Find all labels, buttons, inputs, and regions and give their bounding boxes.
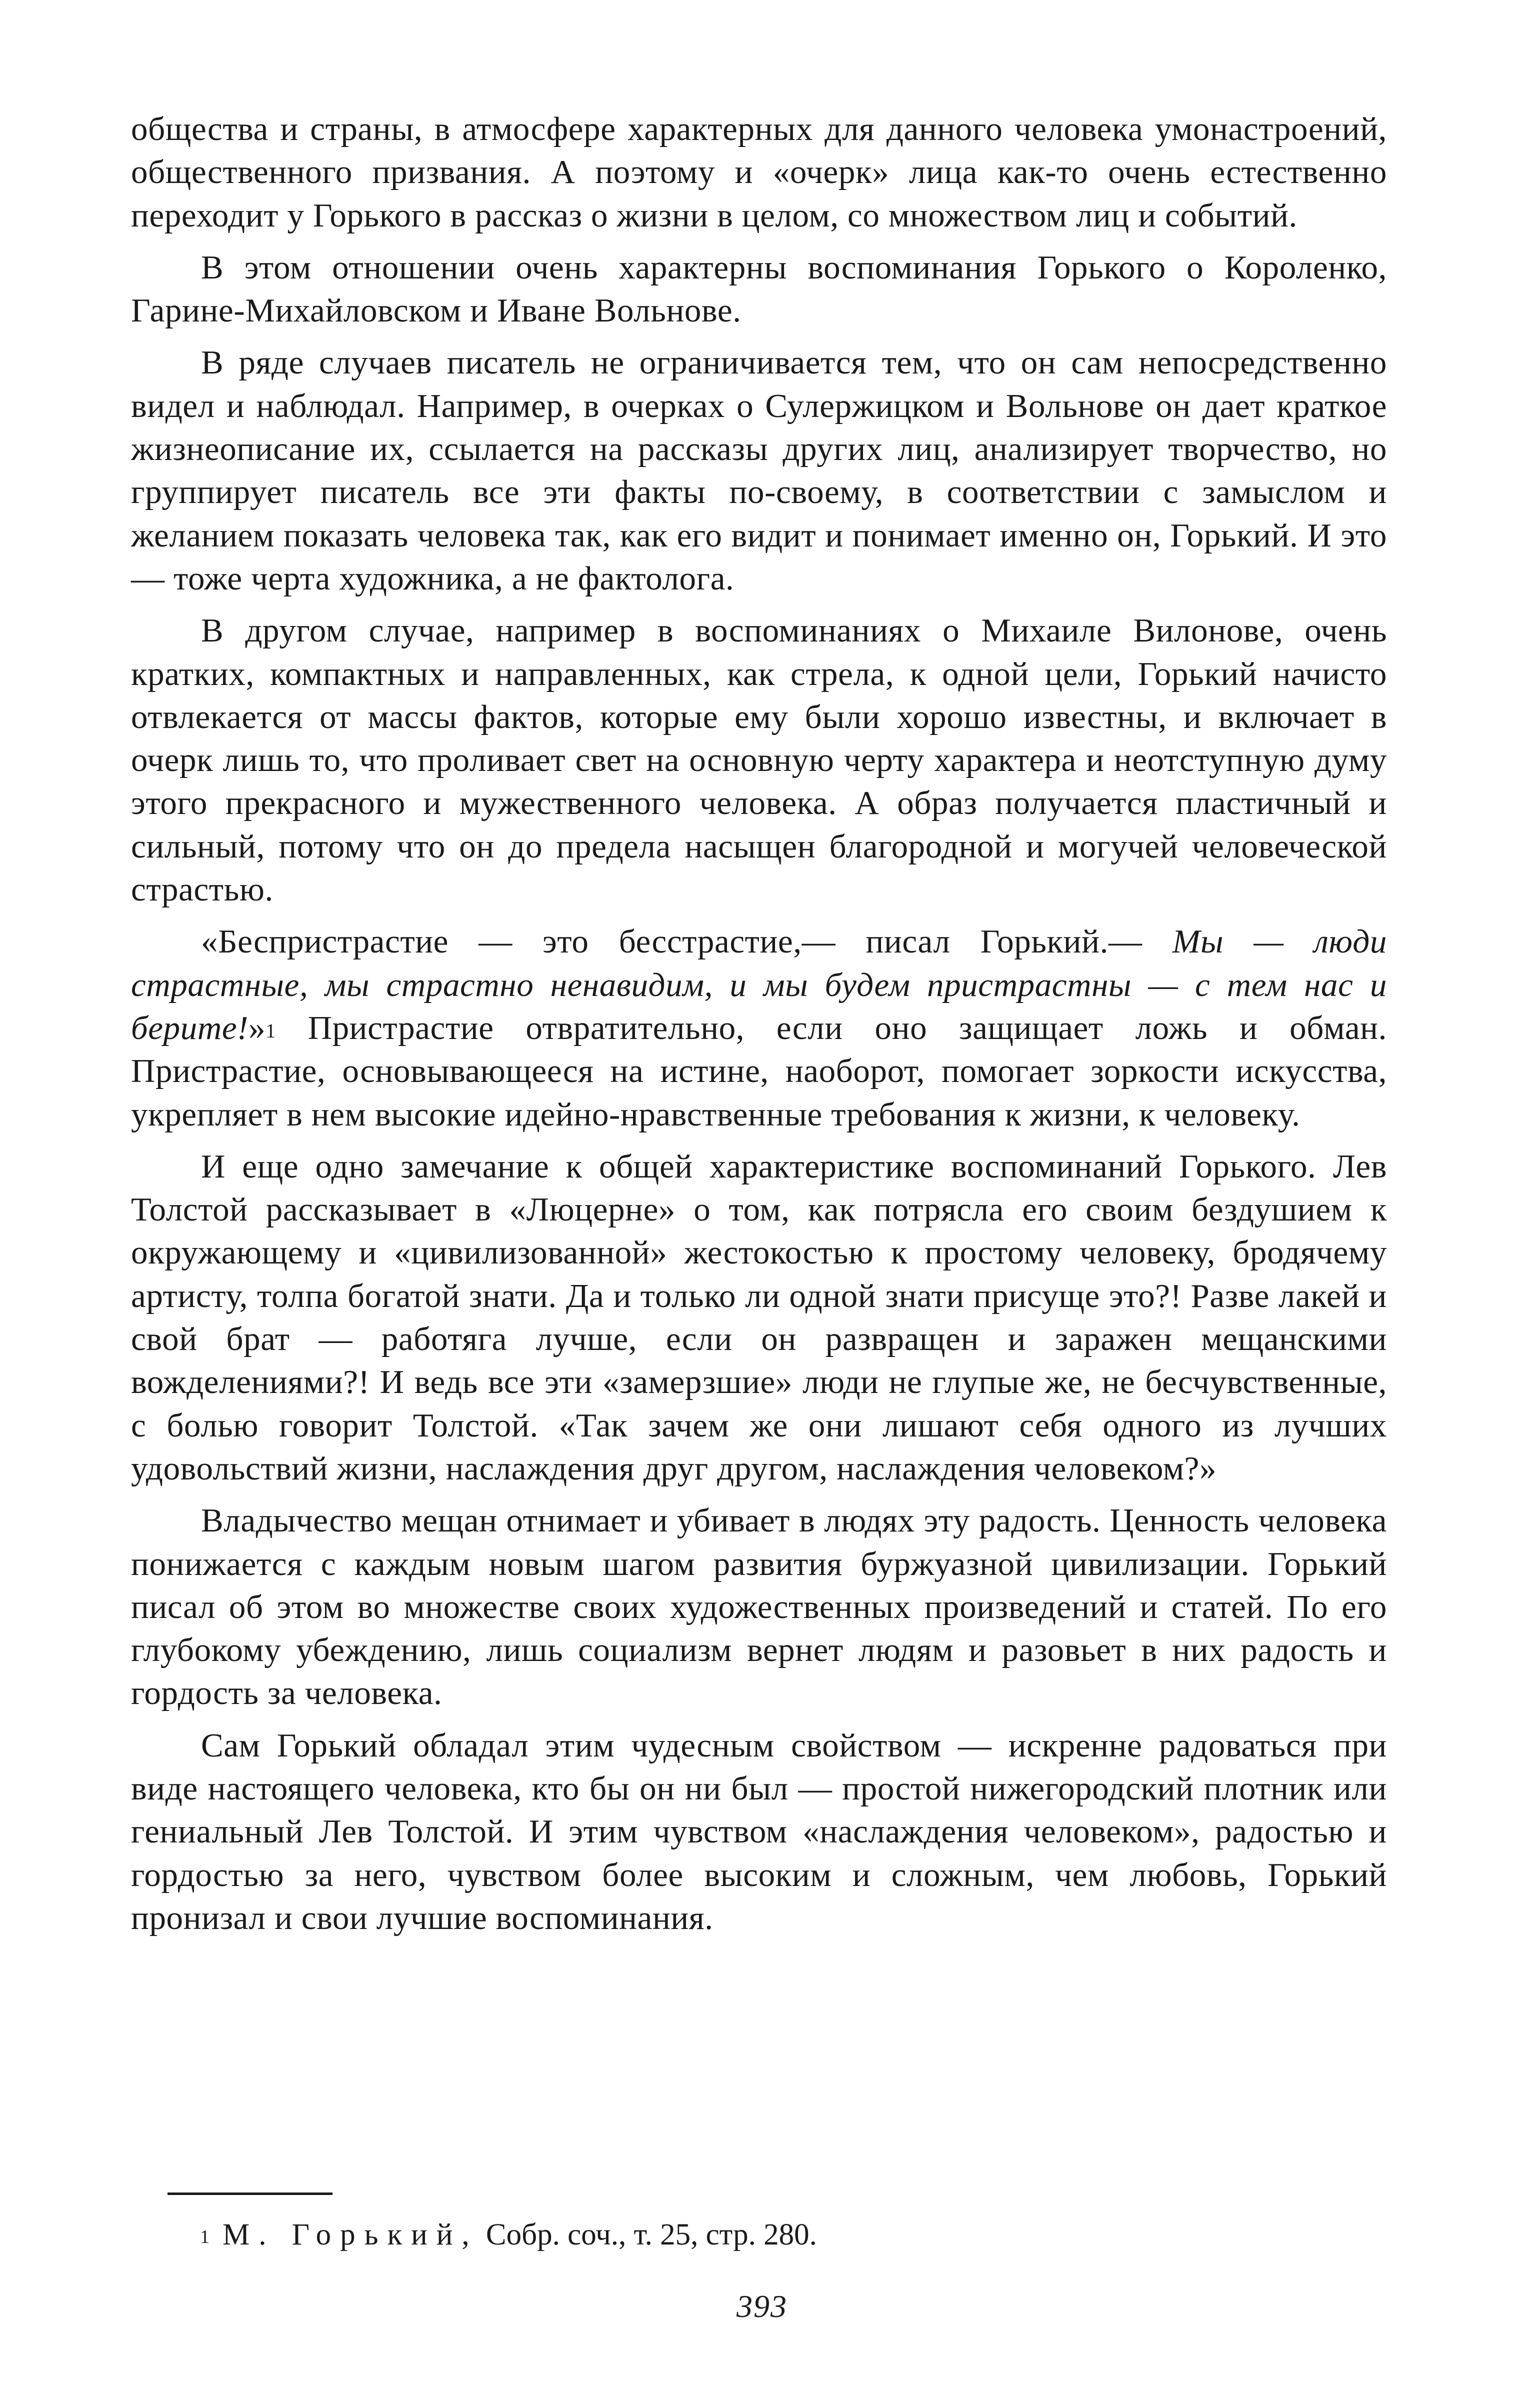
main-text (131, 108, 1387, 1948)
footnote-marker: 1 (200, 2226, 210, 2248)
quote-continuation: Пристрастие отвратительно, если оно защищает ложь и обман. Пристрастие, основывающееся на истине, наоборот, помогает зоркости искусства, укрепляет в нем высокие идейно-нравственные требования к жизни, к человеку. (131, 1009, 1387, 1133)
paragraph-gorky-quote (131, 920, 1387, 1136)
page-number: 393 (736, 2288, 788, 2324)
footnote-divider (168, 2192, 332, 2195)
paragraph: Владычество мещан отнимает и убивает в людях эту радость. Ценность человека понижается с каждым новым шагом развития буржуазной цивилизации. Горький писал об этом во множестве своих художественных произведений и статей. По его глубокому убеждению, лишь социализм вернет людям и разовьет в них радость и гордость за человека. (131, 1502, 1387, 1712)
paragraph: В ряде случаев писатель не ограничивается тем, что он сам непосредственно видел и наблюдал. Например, в очерках о Сулержицком и Вольнове он дает краткое жизнеописание их, ссылается на рассказы других лиц, анализирует творчество, но группирует писатель все эти факты по-своему, в соответствии с замыслом и желанием показать человека так, как его видит и понимает именно он, Горький. И это — тоже черта художника, а не фактолога. (131, 344, 1387, 597)
paragraph: В другом случае, например в воспоминаниях о Михаиле Вилонове, очень кратких, компактных и направленных, как стрела, к одной цели, Горький начисто отвлекается от массы фактов, которые ему были хорошо известны, и включает в очерк лишь то, что проливает свет на основную черту характера и неотступную думу этого прекрасного и мужественного человека. А образ получается пластичный и сильный, потому что он до предела насыщен благородной и могучей человеческой страстью. (131, 612, 1387, 908)
quote-intro: «Беспристрастие — это бесстрастие,— писал Горький.— (201, 923, 1172, 960)
paragraph: общества и страны, в атмосфере характерных для данного человека умонастроений, общественного призвания. А поэтому и «очерк» лица как-то очень естественно переходит у Горького в рассказ о жизни в целом, со множеством лиц и событий. (131, 110, 1387, 234)
paragraph: И еще одно замечание к общей характеристике воспоминаний Горького. Лев Толстой рассказывает в «Люцерне» о том, как потрясла его своим бездушием к окружающему и «цивилизованной» жестокостью к простому человеку, бродячему артисту, толпа богатой знати. Да и только ли одной знати присуще это?! Разве лакей и свой брат — работяга лучше, если он развращен и заражен мещанскими вожделениями?! И ведь все эти «замерзшие» люди не глупые же, не бесчувственные, с болью говорит Толстой. «Так зачем же они лишают себя одного из лучших удовольствий жизни, наслаждения друг другом, наслаждения человеком?» (131, 1148, 1387, 1487)
footnote-reference: 1 (266, 1019, 276, 1042)
paragraph: Сам Горький обладал этим чудесным свойством — искренне радоваться при виде настоящего человека, кто бы он ни был — простой нижегородский плотник или гениальный Лев Толстой. И этим чувством «наслаждения человеком», радостью и гордостью за него, чувством более высоким и сложным, чем любовь, Горький пронизал и свои лучшие воспоминания. (131, 1726, 1387, 1936)
quote-italic: Мы — люди страстные, мы страстно ненавидим, и мы будем пристрастны — с тем нас и берите! (131, 923, 1387, 1046)
quote-close: » (248, 1009, 266, 1046)
footnote-source: Собр. соч., т. 25, стр. 280. (478, 2218, 817, 2252)
footnote (200, 2215, 1350, 2255)
footnote-author: М. Горький, (222, 2218, 478, 2252)
paragraph: В этом отношении очень характерны воспоминания Горького о Короленко, Гарине-Михайловском и Иване Вольнове. (131, 248, 1387, 330)
